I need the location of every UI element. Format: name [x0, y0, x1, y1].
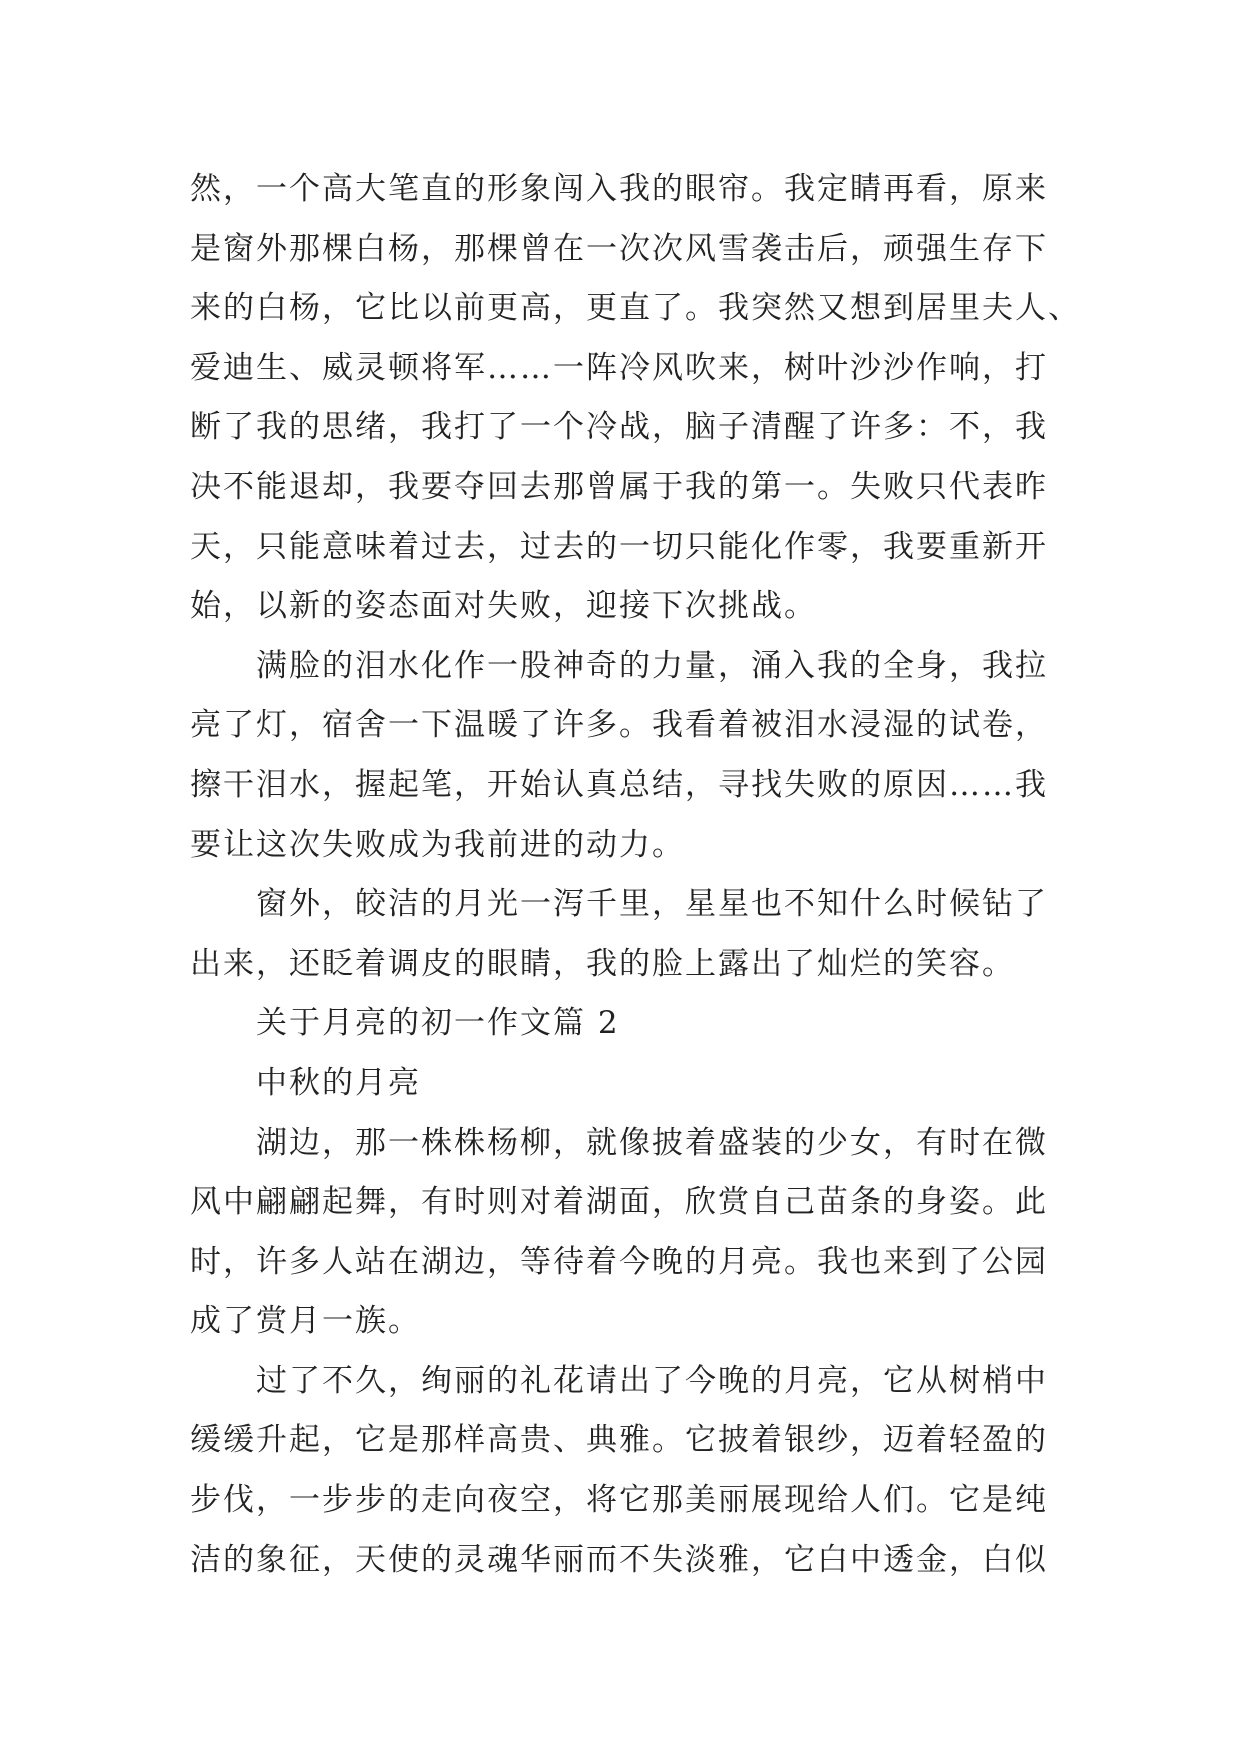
text-line: 时，许多人站在湖边，等待着今晚的月亮。我也来到了公园: [190, 1243, 1048, 1280]
text-line: 始，以新的姿态面对失败，迎接下次挑战。: [190, 588, 817, 625]
text-line: 满脸的泪水化作一股神奇的力量，涌入我的全身，我拉: [256, 647, 1048, 684]
text-line: 湖边，那一株株杨柳，就像披着盛装的少女，有时在微: [256, 1124, 1048, 1161]
text-line: 亮了灯，宿舍一下温暖了许多。我看着被泪水浸湿的试卷，: [190, 707, 1048, 744]
text-line: 来的白杨，它比以前更高，更直了。我突然又想到居里夫人、: [190, 290, 1081, 327]
text-line: 爱迪生、威灵顿将军……一阵冷风吹来，树叶沙沙作响，打: [190, 349, 1048, 386]
text-line: 天，只能意味着过去，过去的一切只能化作零，我要重新开: [190, 528, 1048, 565]
text-line: 断了我的思绪，我打了一个冷战，脑子清醒了许多：不，我: [190, 409, 1048, 446]
text-line: 过了不久，绚丽的礼花请出了今晚的月亮，它从树梢中: [256, 1362, 1048, 1399]
text-line: 擦干泪水，握起笔，开始认真总结，寻找失败的原因……我: [190, 766, 1048, 803]
paragraph: [190, 1352, 1070, 1590]
paragraph: [190, 160, 1081, 637]
text-line: 窗外，皎洁的月光一泻千里，星星也不知什么时候钻了: [256, 886, 1048, 923]
text-line: 然，一个高大笔直的形象闯入我的眼帘。我定睛再看，原来: [190, 171, 1048, 207]
text-line: 决不能退却，我要夺回去那曾属于我的第一。失败只代表昨: [190, 468, 1048, 505]
text-line: 出来，还眨着调皮的眼睛，我的脸上露出了灿烂的笑容。: [190, 945, 1015, 982]
essay-subtitle: [190, 1054, 1070, 1114]
section-heading: 关于月亮的初一作文篇 2: [256, 1005, 620, 1042]
paragraph: [190, 637, 1070, 875]
paragraph: [190, 1114, 1070, 1352]
section-heading: 中秋的月亮: [256, 1064, 421, 1101]
text-line: 风中翩翩起舞，有时则对着湖面，欣赏自己苗条的身姿。此: [190, 1184, 1048, 1221]
text-line: 步伐，一步步的走向夜空，将它那美丽展现给人们。它是纯: [190, 1482, 1048, 1519]
paragraph: [190, 875, 1070, 994]
text-line: 洁的象征，天使的灵魂华丽而不失淡雅，它白中透金，白似: [190, 1541, 1048, 1578]
text-line: 成了赏月一族。: [190, 1303, 421, 1340]
text-line: 要让这次失败成为我前进的动力。: [190, 826, 685, 863]
text-line: 是窗外那棵白杨，那棵曾在一次次风雪袭击后，顽强生存下: [190, 230, 1048, 267]
essay-title: [190, 994, 1070, 1054]
text-line: 缓缓升起，它是那样高贵、典雅。它披着银纱，迈着轻盈的: [190, 1422, 1048, 1459]
document-body: [190, 160, 1081, 1590]
